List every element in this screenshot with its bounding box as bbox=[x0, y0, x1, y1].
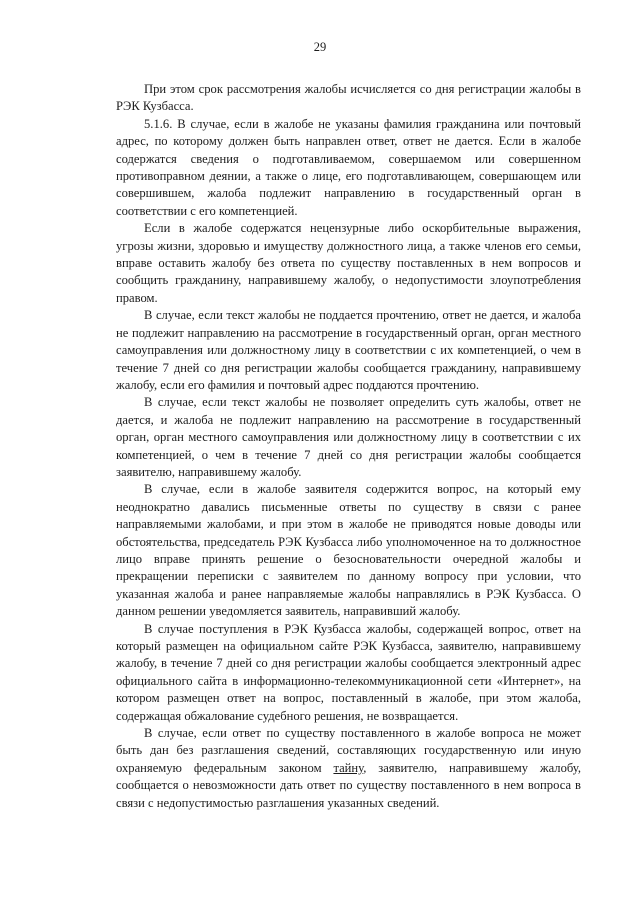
paragraph: 5.1.6. В случае, если в жалобе не указаны фамилия гражданина или почтовый адрес, по которому должен быть направлен ответ, ответ не дается. Если в жалобе содержатся сведения о подготавливаемом, совершаемом или совершенном противоправном деянии, а также о лице, его подготавливающем, совершающем или совершившем, жалоба подлежит направлению в государственный орган в соответствии с его компетенцией. bbox=[116, 116, 581, 218]
paragraph: При этом срок рассмотрения жалобы исчисляется со дня регистрации жалобы в РЭК Кузбасса. bbox=[116, 82, 581, 114]
paragraph-text: , заявителю, направившему жалобу, сообщается о невозможности дать ответ по существу поставленного в нем вопроса в связи с недопустимостью разглашения указанных сведений. bbox=[116, 760, 581, 810]
paragraph: В случае поступления в РЭК Кузбасса жалобы, содержащей вопрос, ответ на который размещен на официальном сайте РЭК Кузбасса, заявителю, направившему жалобу, в течение 7 дней со дня регистрации жалобы сообщается электронный адрес официального сайта в информационно-телекоммуникационной сети «Интернет», на котором размещен ответ на вопрос, поставленный в жалобе, при этом жалоба, содержащая обжалование судебного решения, не возвращается. bbox=[116, 621, 581, 723]
document-body bbox=[116, 81, 581, 812]
paragraph bbox=[116, 725, 581, 812]
page-number: 29 bbox=[313, 40, 327, 54]
paragraph: В случае, если в жалобе заявителя содержится вопрос, на который ему неоднократно давались письменные ответы по существу в связи с ранее направляемыми жалобами, и при этом в жалобе не приводятся новые доводы или обстоятельства, председатель РЭК Кузбасса либо уполномоченное на то должностное лицо вправе принять решение о безосновательности очередной жалобы и прекращении переписки с заявителем по данному вопросу при условии, что указанная жалоба и ранее направляемые жалобы направлялись в РЭК Кузбасса. О данном решении уведомляется заявитель, направивший жалобу. bbox=[116, 482, 581, 619]
paragraph-text: В случае, если ответ по существу поставленного в жалобе вопроса не может быть дан без разглашения сведений, составляющих государственную или иную охраняемую федеральным законом bbox=[116, 726, 581, 775]
paragraph: В случае, если текст жалобы не позволяет определить суть жалобы, ответ не дается, и жалоба не подлежит направлению на рассмотрение в государственный орган, орган местного самоуправления или должностному лицу в соответствии с их компетенцией, о чем в течение 7 дней со дня регистрации жалобы сообщается заявителю, направившему жалобу. bbox=[116, 395, 581, 479]
paragraph: В случае, если текст жалобы не поддается прочтению, ответ не дается, и жалоба не подлежит направлению на рассмотрение в государственный орган, орган местного самоуправления или должностному лицу в соответствии с их компетенцией, о чем в течение 7 дней со дня регистрации жалобы сообщается гражданину, направившему жалобу, если его фамилия и почтовый адрес поддаются прочтению. bbox=[116, 308, 581, 392]
paragraph: Если в жалобе содержатся нецензурные либо оскорбительные выражения, угрозы жизни, здоровью и имуществу должностного лица, а также членов его семьи, вправе оставить жалобу без ответа по существу поставленных в нем вопросов и сообщить гражданину, направившему жалобу, о недопустимости злоупотребления правом. bbox=[116, 221, 581, 305]
underlined-word: тайну bbox=[333, 760, 364, 775]
